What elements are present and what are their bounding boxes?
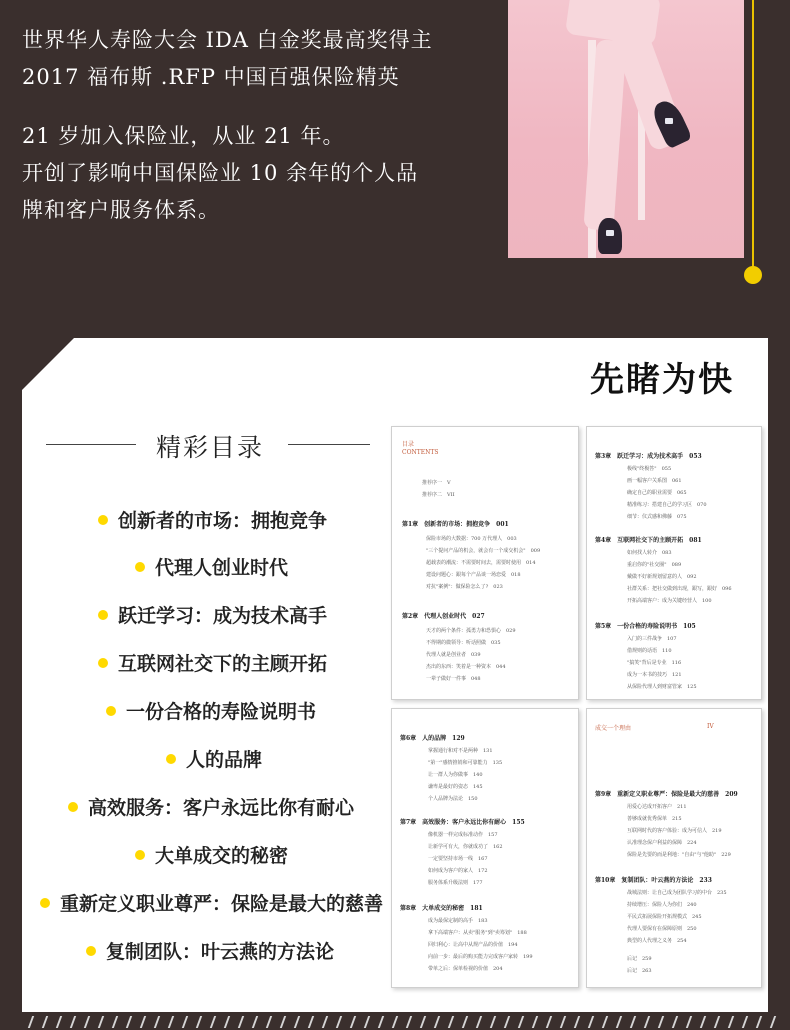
toc-item <box>166 745 262 772</box>
toc-row: 拿下高端客户：从卖"服务"到"卖筹划" 188 <box>428 930 527 936</box>
toc-row: 推荐序一 V <box>422 480 451 486</box>
toc-row: 不得期的微领导：听话照做 035 <box>426 640 501 646</box>
toc-row: 重启你的"社交圈" 089 <box>627 562 682 568</box>
toc-row: 对抗"案例"：做保险怎么了? 023 <box>426 584 503 590</box>
intro-line-2: 2017 福布斯 .RFP 中国百强保险精英 <box>22 65 400 89</box>
toc-row: 个人品牌为法论 150 <box>428 796 478 802</box>
bullet-icon <box>40 898 50 908</box>
intro-line-4: 开创了影响中国保险业 10 余年的个人品 <box>22 161 419 185</box>
toc-item <box>98 649 327 676</box>
intro-line-3: 21 岁加入保险业，从业 21 年。 <box>22 124 345 148</box>
toc-row: 社群关系：把社交做到出现，跟写，跟好 096 <box>627 586 732 592</box>
toc-item-label: 跃迁学习：成为技术高手 <box>118 605 328 627</box>
toc-row: 第5章 一份合格的寿险说明书 105 <box>595 623 696 630</box>
toc-row: 第9章 重新定义职业尊严：保险是最大的慈善 209 <box>595 791 738 798</box>
toc-item-label: 人的品牌 <box>186 749 263 771</box>
intro-line-1: 世界华人寿险大会 IDA 白金奖最高奖得主 <box>22 28 433 52</box>
toc-item-label: 创新者的市场：拥抱竞争 <box>118 510 328 532</box>
toc-row: 第6章 人的品牌 129 <box>400 735 465 742</box>
toc-item <box>86 937 334 964</box>
toc-row: 超载表的潮流：不需要时间去，需要时使用 014 <box>426 560 536 566</box>
toc-row: 回归利心：让高中从规产品的价值 194 <box>428 942 518 948</box>
toc-row: 持续增压：保险人为你们 240 <box>627 902 697 908</box>
toc-title: 精彩目录 <box>156 433 265 462</box>
toc-row: 让一群人为你做事 140 <box>428 772 483 778</box>
shoe-icon <box>598 218 622 254</box>
bullet-icon <box>86 946 96 956</box>
panel-title: 先睹为快 <box>590 360 734 400</box>
toc-row: 借规则的话语 110 <box>627 648 672 654</box>
toc-rule-left <box>46 444 136 445</box>
toc-row: 代理人就是创业者 039 <box>426 652 481 658</box>
toc-row: 成为一本书的技巧 121 <box>627 672 682 678</box>
toc-row: 杰出的东西：笑着是一种资本 044 <box>426 664 506 670</box>
toc-item-label: 代理人创业时代 <box>155 557 289 579</box>
toc-row: "第一"感情推销和可靠能力 135 <box>428 760 503 766</box>
toc-row: 让新学可有大，你就成功了 162 <box>428 844 503 850</box>
toc-item <box>98 601 327 628</box>
contents-page-1 <box>391 426 579 700</box>
bullet-icon <box>166 754 176 764</box>
toc-item-label: 高效服务：客户永远比你有耐心 <box>88 797 355 819</box>
toc-row: 互联网时代的客户体验：成为可信人 219 <box>627 828 722 834</box>
toc-row: 第7章 高效服务：客户永远比你有耐心 155 <box>400 819 525 826</box>
toc-row: 第3章 跃迁学习：成为技术高手 053 <box>595 453 702 460</box>
toc-row: 带单之后：保单检视的价值 204 <box>428 966 503 972</box>
author-photo <box>508 0 744 258</box>
toc-rule-right <box>288 444 370 445</box>
buckle-icon <box>665 118 673 124</box>
intro-text-block <box>22 18 502 229</box>
bullet-icon <box>106 706 116 716</box>
toc-row: 戴做不好新规划留意的人 092 <box>627 574 697 580</box>
toc-item-label: 复制团队：叶云燕的方法论 <box>106 941 335 963</box>
toc-row: 极线"终极答" 055 <box>627 466 672 472</box>
toc-row: 服务体系升级法则 177 <box>428 880 483 886</box>
accent-dot <box>744 266 762 284</box>
toc-row: 认准理念保户利益的保障 224 <box>627 840 697 846</box>
toc-row: 第8章 大单成交的秘密 181 <box>400 905 483 912</box>
bullet-icon <box>98 658 108 668</box>
toc-row: 保险是先要的而是利地："自由"与"他助" 229 <box>627 852 731 858</box>
bullet-icon <box>68 802 78 812</box>
toc-row: 确定自己的职业需要 065 <box>627 490 687 496</box>
page-heading: 成交一个理由 <box>595 725 632 732</box>
toc-item-label: 重新定义职业尊严：保险是最大的慈善 <box>60 893 384 915</box>
toc-item <box>135 841 288 868</box>
toc-row: 战城法则：让自己成为团队学习的中台 235 <box>627 890 727 896</box>
toc-row: 细节：仪式感和佛藤 075 <box>627 514 687 520</box>
toc-row: 天才的两个条件：孤勇力和恐惧心 029 <box>426 628 516 634</box>
toc-row: 如何找人转介 083 <box>627 550 672 556</box>
toc-row: 向前一步：最后的购买能力完成客户家转 199 <box>428 954 533 960</box>
toc-row: 保险市场的大数据：700 万代理人 003 <box>426 536 517 542</box>
toc-row: 善够成就优秀保单 215 <box>627 816 682 822</box>
toc-row: 第2章 代理人创业时代 027 <box>402 613 485 620</box>
toc-row: 开拓高端客户：成为关键经营人 100 <box>627 598 712 604</box>
toc-item-label: 互联网社交下的主顾开拓 <box>118 653 328 675</box>
bullet-icon <box>98 515 108 525</box>
toc-row: 如何成为客户的家人 172 <box>428 868 488 874</box>
contents-page-2 <box>586 426 762 700</box>
toc-row: 建设问题心：跟每个产品谈一场恋爱 018 <box>426 572 521 578</box>
toc-row: "搞笑"背后是专业 116 <box>627 660 682 666</box>
contents-page-3 <box>391 708 579 988</box>
toc-row: 用爱心达成开拓客户 211 <box>627 804 687 810</box>
toc-row: 第4章 互联网社交下的主顾开拓 081 <box>595 537 702 544</box>
toc-row: 推荐序二 VII <box>422 492 455 498</box>
toc-row: 从保险代理人到财富管家 125 <box>627 684 697 690</box>
toc-row: 第10章 复制团队：叶云燕的方法论 233 <box>595 877 712 884</box>
toc-row: 一定要坚持市场一线 167 <box>428 856 488 862</box>
contents-page-4 <box>586 708 762 988</box>
accent-line <box>752 0 754 268</box>
buckle-icon <box>606 230 614 236</box>
toc-item <box>135 553 288 580</box>
toc-item-label: 大单成交的秘密 <box>155 845 289 867</box>
toc-row: 入门的三件战争 107 <box>627 636 677 642</box>
toc-row: 精准练习：搭建自己的学习区 070 <box>627 502 707 508</box>
toc-row: 平民式拓展保险开拓规模式 245 <box>627 914 702 920</box>
toc-row: 画一幅客户关系图 061 <box>627 478 682 484</box>
toc-row: 谦卑是最好的姿态 145 <box>428 784 483 790</box>
toc-row: 后记 259 <box>627 956 652 962</box>
toc-item <box>98 506 327 533</box>
page-subheading: CONTENTS <box>402 449 439 456</box>
toc-row: 像机器一样完成标准动作 157 <box>428 832 498 838</box>
toc-row: 第1章 创新者的市场：拥抱竞争 001 <box>402 521 509 528</box>
intro-line-5: 牌和客户服务体系。 <box>22 198 220 222</box>
bullet-icon <box>98 610 108 620</box>
page-number: IV <box>707 723 714 730</box>
toc-row: 成为最保定制的高手 183 <box>428 918 488 924</box>
toc-item-label: 一份合格的寿险说明书 <box>126 701 317 723</box>
bullet-icon <box>135 850 145 860</box>
toc-item <box>68 793 354 820</box>
toc-row: 一辈子做好一件事 048 <box>426 676 481 682</box>
toc-row: 掌握通行和对不是两种 131 <box>428 748 493 754</box>
toc-row: "三个提问产品的机会，就会有一个成交机会" 009 <box>426 548 541 554</box>
page-heading: 目录 <box>402 441 415 448</box>
bullet-icon <box>135 562 145 572</box>
toc-row: 典型的人代理之义务 254 <box>627 938 687 944</box>
toc-item <box>106 697 316 724</box>
toc-item <box>40 889 383 916</box>
toc-row: 后记 263 <box>627 968 652 974</box>
toc-row: 代理人要保有在保障原则 250 <box>627 926 697 932</box>
